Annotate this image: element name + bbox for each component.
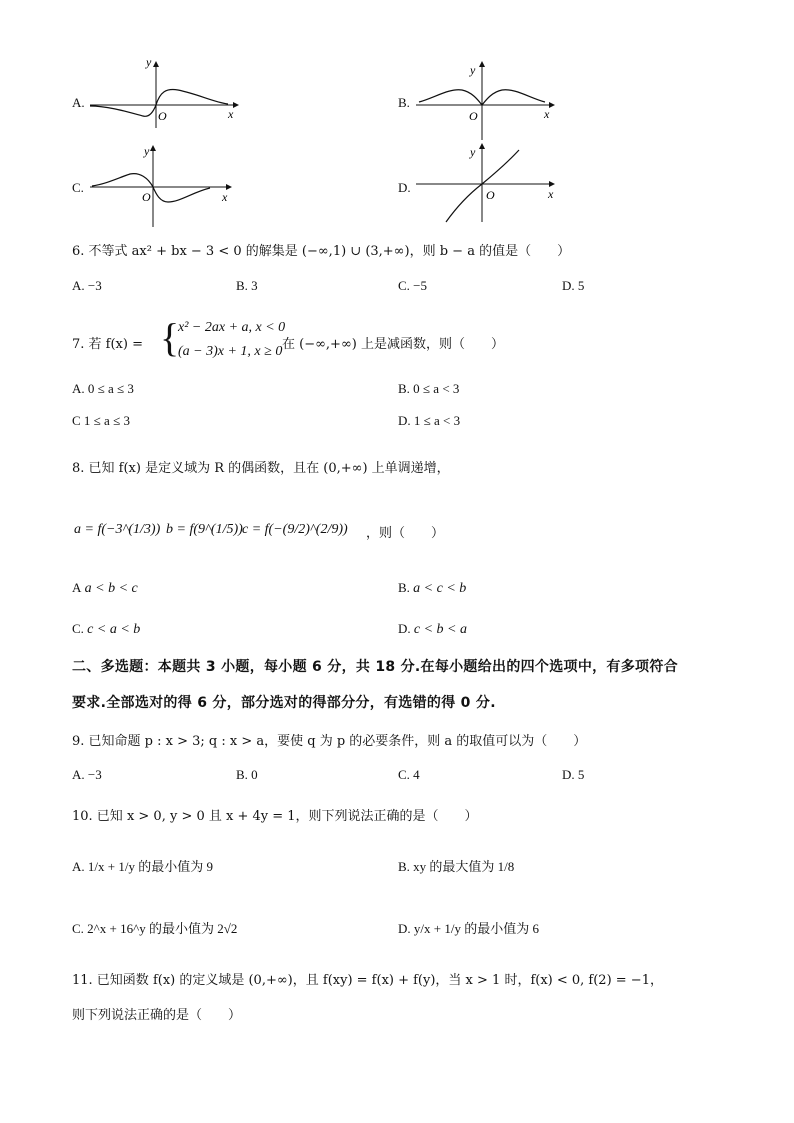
graph-b	[414, 60, 574, 145]
graph-b-label: B.	[398, 95, 410, 110]
q11-line2: 则下列说法正确的是（ ）	[72, 1008, 242, 1023]
x-label: x	[228, 107, 234, 121]
q7-prefix: 7. 若 f(x) =	[72, 337, 143, 352]
q11-line1: 11. 已知函数 f(x) 的定义域是 (0,+∞)，且 f(xy) = f(x) + f(y)，当 x > 1 时，f(x) < 0, f(2) = −1，	[72, 973, 663, 988]
q8-stem: 8. 已知 f(x) 是定义域为 R 的偶函数，且在 (0,+∞) 上单调递增，	[72, 461, 450, 476]
x-label: x	[548, 187, 554, 201]
graph-c-label: C.	[72, 180, 84, 195]
q8-option-a[interactable]: A a < b < c	[72, 580, 138, 596]
q7-option-c[interactable]: C 1 ≤ a ≤ 3	[72, 413, 130, 428]
graph-a-label: A.	[72, 95, 85, 110]
q7-suffix: 在 (−∞,+∞) 上是减函数，则（ ）	[282, 337, 504, 352]
graph-d	[414, 142, 574, 227]
q7-case2: (a − 3)x + 1, x ≥ 0	[178, 344, 283, 359]
x-label: x	[222, 190, 228, 204]
origin-label: O	[142, 190, 151, 204]
q8-b-def: b = f(9^(1/5))	[166, 522, 243, 537]
q8-option-d[interactable]: D. c < b < a	[398, 621, 467, 637]
q6-option-b[interactable]: B. 3	[236, 278, 258, 293]
q8-c-def: c = f(−(9/2)^(2/9))	[242, 522, 348, 537]
origin-label: O	[486, 188, 495, 202]
q8-option-c[interactable]: C. c < a < b	[72, 621, 141, 637]
q10-option-c[interactable]: C. 2^x + 16^y 的最小值为 2√2	[72, 921, 238, 936]
section-heading-line1: 二、多选题：本题共 3 小题，每小题 6 分，共 18 分.在每小题给出的四个选项中，有多项符合	[72, 659, 678, 675]
q7-option-d[interactable]: D. 1 ≤ a < 3	[398, 413, 461, 428]
q7-option-b[interactable]: B. 0 ≤ a < 3	[398, 381, 460, 396]
x-axis-arrow	[549, 102, 555, 108]
q10-option-b[interactable]: B. xy 的最大值为 1/8	[398, 859, 515, 874]
y-axis-arrow	[150, 145, 156, 151]
graph-a	[88, 60, 248, 130]
q6-option-a[interactable]: A. −3	[72, 278, 102, 293]
q7-brace: {	[160, 315, 180, 360]
origin-label: O	[158, 109, 167, 123]
q9-option-c[interactable]: C. 4	[398, 767, 420, 782]
y-axis-arrow	[479, 143, 485, 149]
x-label: x	[544, 107, 550, 121]
origin-label: O	[469, 109, 478, 123]
x-axis-arrow	[233, 102, 239, 108]
q8-a-def: a = f(−3^(1/3))	[74, 522, 161, 537]
section-heading-line2: 要求.全部选对的得 6 分，部分选对的得部分分，有选错的得 0 分.	[72, 695, 496, 711]
q6-option-d[interactable]: D. 5	[562, 278, 585, 293]
curve	[92, 174, 210, 202]
y-label: y	[470, 63, 476, 77]
q6-option-c[interactable]: C. −5	[398, 278, 428, 293]
q10-option-d[interactable]: D. y/x + 1/y 的最小值为 6	[398, 921, 539, 936]
q9-stem: 9. 已知命题 p : x > 3; q : x > a，要使 q 为 p 的必要条件，则 a 的取值可以为（ ）	[72, 734, 587, 749]
q6-stem: 6. 不等式 ax² + bx − 3 < 0 的解集是 (−∞,1) ∪ (3,+∞)，则 b − a 的值是（ ）	[72, 244, 571, 259]
q7-case1: x² − 2ax + a, x < 0	[178, 320, 286, 335]
graph-c	[88, 142, 248, 232]
q8-option-b[interactable]: B. a < c < b	[398, 580, 467, 596]
y-label: y	[146, 60, 152, 69]
q9-option-a[interactable]: A. −3	[72, 767, 102, 782]
y-label: y	[144, 144, 150, 158]
q7-option-a[interactable]: A. 0 ≤ a ≤ 3	[72, 381, 134, 396]
y-axis-arrow	[479, 61, 485, 67]
q9-option-b[interactable]: B. 0	[236, 767, 258, 782]
y-axis-arrow	[153, 61, 159, 67]
q10-stem: 10. 已知 x > 0, y > 0 且 x + 4y = 1，则下列说法正确的是（ ）	[72, 809, 478, 824]
q9-option-d[interactable]: D. 5	[562, 767, 585, 782]
y-label: y	[470, 145, 476, 159]
q10-option-a[interactable]: A. 1/x + 1/y 的最小值为 9	[72, 859, 213, 874]
graph-d-label: D.	[398, 180, 411, 195]
q8-tail: ，则（ ）	[366, 526, 445, 541]
